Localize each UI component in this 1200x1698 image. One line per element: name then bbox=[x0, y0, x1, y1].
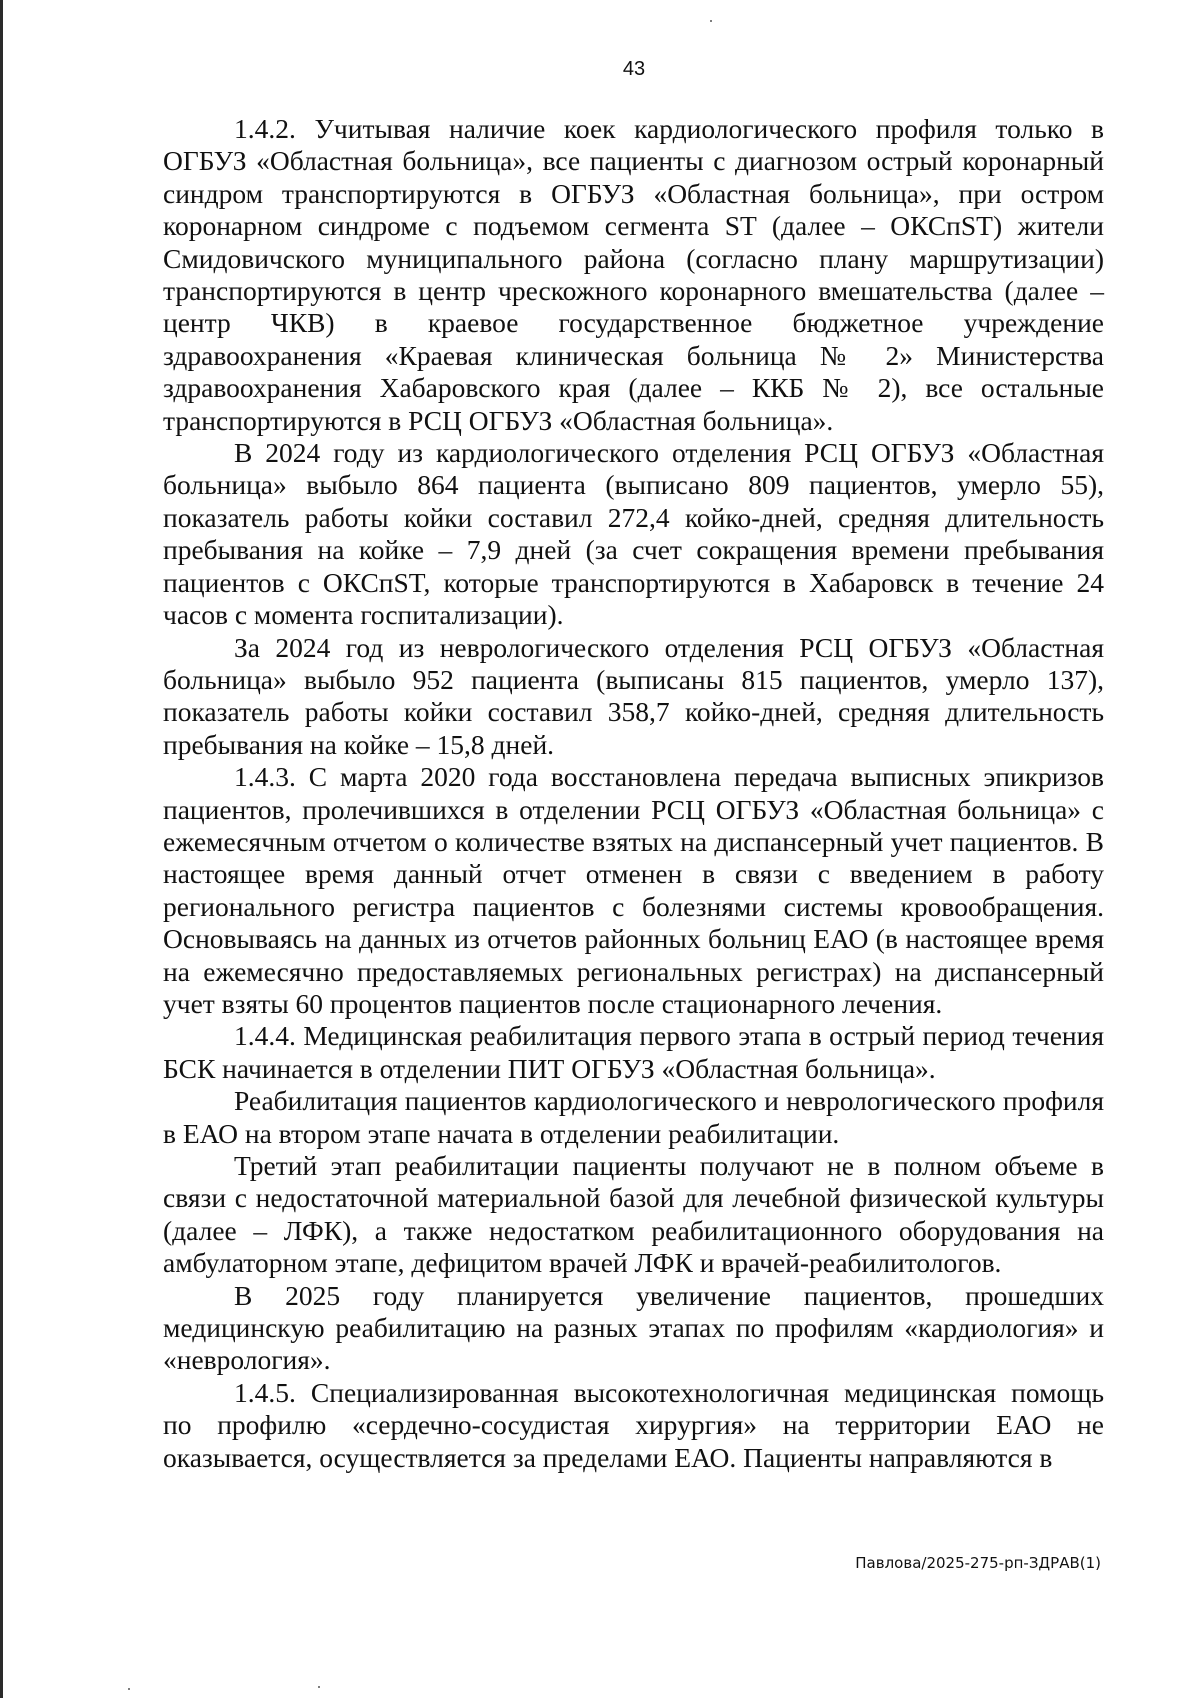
paragraph-1-4-2: 1.4.2. Учитывая наличие коек кардиологического профиля только в ОГБУЗ «Областная больница», все пациенты с диагнозом острый коронарный синдром транспортируются в ОГБУЗ «Областная больница», при остром коронарном синдроме с подъемом сегмента ST (далее – ОКСпST) жители Смидовичского муниципального района (согласно плану маршрутизации) транспортируются в центр чрескожного коронарного вмешательства (далее – центр ЧКВ) в краевое государственное бюджетное учреждение здравоохранения «Краевая клиническая больница № 2» Министерства здравоохранения Хабаровского края (далее – ККБ № 2), все остальные транспортируются в РСЦ ОГБУЗ «Областная больница». bbox=[163, 113, 1104, 436]
scan-left-edge bbox=[0, 0, 3, 1698]
paragraph-cardiology-stats: В 2024 году из кардиологического отделения РСЦ ОГБУЗ «Областная больница» выбыло 864 пациента (выписано 809 пациентов, умерло 55), показатель работы койки составил 272,4 койко-дней, средняя длительность пребывания на койке – 7,9 дней (за счет сокращения времени пребывания пациентов с ОКСпST, которые транспортируются в Хабаровск в течение 24 часов с момента госпитализации). bbox=[163, 437, 1104, 631]
paragraph-neurology-stats: За 2024 год из неврологического отделения РСЦ ОГБУЗ «Областная больница» выбыло 952 пациента (выписаны 815 пациентов, умерло 137), показатель работы койки составил 358,7 койко-дней, средняя длительность пребывания на койке – 15,8 дней. bbox=[163, 631, 1104, 760]
page-number: 43 bbox=[622, 58, 646, 80]
paragraph-1-4-3: 1.4.3. С марта 2020 года восстановлена передача выписных эпикризов пациентов, пролечившихся в отделении РСЦ ОГБУЗ «Областная больница» с ежемесячным отчетом о количестве взятых на диспансерный учет пациентов. В настоящее время данный отчет отменен в связи с введением в работу регионального регистра пациентов с болезнями системы кровообращения. Основываясь на данных из отчетов районных больниц ЕАО (в настоящее время на ежемесячно предоставляемых региональных регистрах) на диспансерный учет взяты 60 процентов пациентов после стационарного лечения. bbox=[163, 761, 1104, 1019]
scan-speck bbox=[318, 1686, 320, 1688]
document-body bbox=[163, 113, 1104, 1474]
paragraph-rehab-third-stage: Третий этап реабилитации пациенты получают не в полном объеме в связи с недостаточной материальной базой для лечебной физической культуры (далее – ЛФК), а также недостатком реабилитационного оборудования на амбулаторном этапе, дефицитом врачей ЛФК и врачей-реабилитологов. bbox=[163, 1150, 1104, 1279]
scan-speck bbox=[128, 1688, 130, 1690]
paragraph-2025-plan: В 2025 году планируется увеличение пациентов, прошедших медицинскую реабилитацию на разных этапах по профилям «кардиология» и «неврология». bbox=[163, 1279, 1104, 1376]
paragraph-rehab-second-stage: Реабилитация пациентов кардиологического и неврологического профиля в ЕАО на втором этапе начата в отделении реабилитации. bbox=[163, 1085, 1104, 1149]
paragraph-1-4-4: 1.4.4. Медицинская реабилитация первого этапа в острый период течения БСК начинается в отделении ПИТ ОГБУЗ «Областная больница». bbox=[163, 1020, 1104, 1084]
paragraph-1-4-5: 1.4.5. Специализированная высокотехнологичная медицинская помощь по профилю «сердечно-сосудистая хирургия» на территории ЕАО не оказывается, осуществляется за пределами ЕАО. Пациенты направляются в bbox=[163, 1376, 1104, 1473]
scan-speck bbox=[710, 20, 712, 22]
document-footer-code: Павлова/2025-275-рп-ЗДРАВ(1) bbox=[855, 1554, 1101, 1572]
